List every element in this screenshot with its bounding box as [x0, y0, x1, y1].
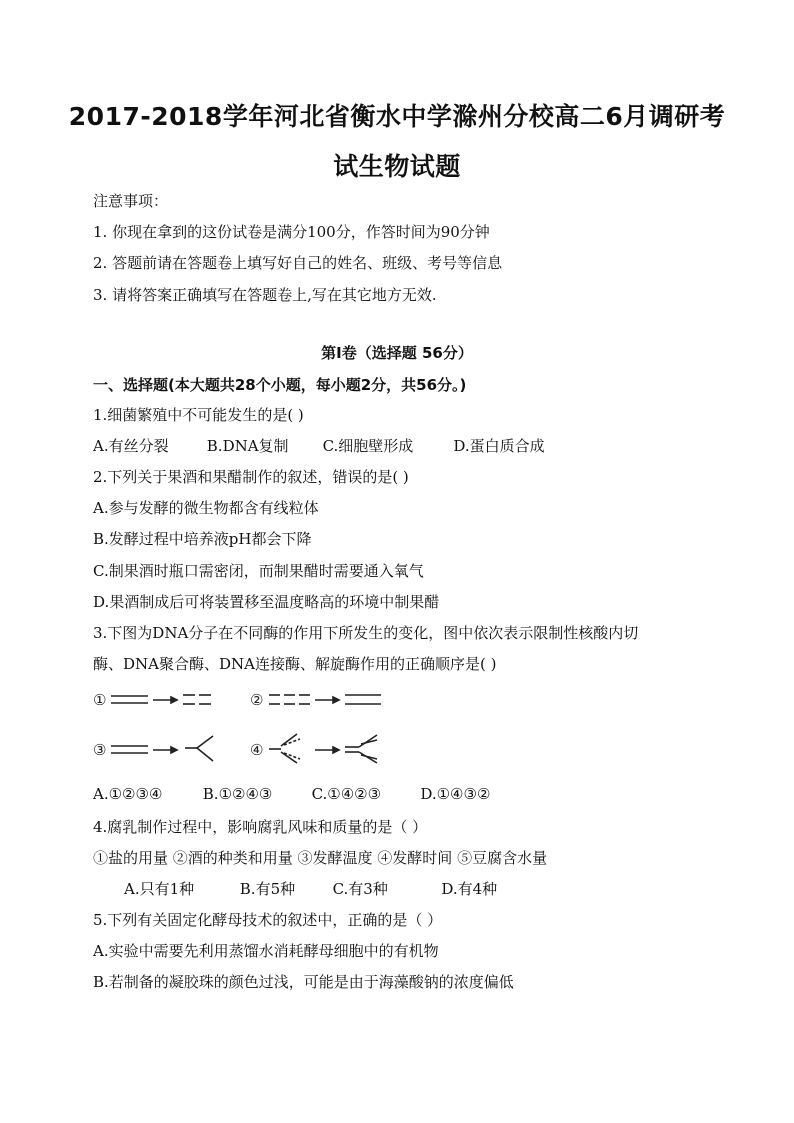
diagram-panel-1 — [93, 691, 211, 709]
diagram-label-4: ④ — [250, 741, 264, 759]
option-b: B.①②④③ — [202, 785, 273, 803]
note-item-2: 2. 答题前请在答题卷上填写好自己的姓名、班级、考号等信息 — [93, 254, 503, 272]
diagram-label-1: ① — [93, 691, 107, 709]
question-3-stem-line1: 3.下图为DNA分子在不同酶的作用下所发生的变化，图中依次表示限制性核酸内切 — [93, 624, 639, 642]
option-d: D.①④③② — [420, 785, 491, 803]
option-c: C.有3种 — [332, 880, 388, 898]
exam-title-line2: 试生物试题 — [333, 152, 461, 181]
question-2-option-b: B.发酵过程中培养液pH都会下降 — [93, 530, 312, 548]
question-3-options — [93, 785, 490, 803]
diagram-panel-4 — [250, 734, 377, 763]
option-d: D.有4种 — [441, 880, 498, 898]
notes-heading: 注意事项： — [93, 192, 169, 210]
question-5-option-a: A.实验中需要先利用蒸馏水消耗酵母细胞中的有机物 — [93, 942, 439, 960]
section-title: 第I卷（选择题 56分） — [321, 344, 473, 362]
question-1-stem: 1.细菌繁殖中不可能发生的是( ) — [93, 406, 304, 424]
question-5-option-b: B.若制备的凝胶珠的颜色过浅，可能是由于海藻酸钠的浓度偏低 — [93, 973, 514, 991]
diagram-label-2: ② — [250, 691, 264, 709]
option-a: A.①②③④ — [93, 785, 163, 803]
question-4-factors: ①盐的用量 ②酒的种类和用量 ③发酵温度 ④发酵时间 ⑤豆腐含水量 — [93, 849, 548, 867]
dna-enzyme-diagram — [93, 683, 393, 773]
dna-strand-split — [197, 736, 213, 748]
option-b: B.DNA复制 — [206, 437, 289, 455]
note-item-3: 3. 请将答案正确填写在答题卷上,写在其它地方无效. — [93, 286, 437, 304]
option-a: A.有丝分裂 — [93, 437, 169, 455]
arrow-head-icon — [171, 697, 177, 703]
dna-strand-split — [197, 748, 213, 761]
exam-title-line1: 2017-2018学年河北省衡水中学滁州分校高二6月调研考 — [68, 102, 726, 131]
question-2-option-d: D.果酒制成后可将装置移至温度略高的环境中制果醋 — [93, 593, 440, 611]
option-c: C.细胞壁形成 — [322, 437, 414, 455]
question-5-stem: 5.下列有关固定化酵母技术的叙述中，正确的是（ ） — [93, 911, 443, 929]
question-2-stem: 2.下列关于果酒和果醋制作的叙述，错误的是( ) — [93, 468, 409, 486]
option-c: C.①④②③ — [311, 785, 382, 803]
part-heading: 一、选择题(本大题共28个小题，每小题2分，共56分。) — [93, 376, 467, 394]
question-4-options — [124, 878, 497, 899]
question-4-stem: 4.腐乳制作过程中，影响腐乳风味和质量的是（ ） — [93, 818, 428, 836]
question-2-option-c: C.制果酒时瓶口需密闭，而制果醋时需要通入氧气 — [93, 562, 424, 580]
arrow-head-icon — [333, 697, 339, 703]
question-1-options — [93, 435, 545, 456]
option-b: B.有5种 — [239, 880, 296, 898]
arrow-head-icon — [171, 747, 177, 753]
option-a: A.只有1种 — [124, 880, 195, 898]
diagram-panel-2 — [250, 691, 381, 709]
diagram-label-3: ③ — [93, 741, 107, 759]
question-2-option-a: A.参与发酵的微生物都含有线粒体 — [93, 499, 319, 517]
note-item-1: 1. 你现在拿到的这份试卷是满分100分，作答时间为90分钟 — [93, 223, 490, 241]
question-3-stem-line2: 酶、DNA聚合酶、DNA连接酶、解旋酶作用的正确顺序是( ) — [93, 655, 497, 673]
arrow-head-icon — [333, 747, 339, 753]
diagram-panel-3 — [93, 736, 213, 761]
option-d: D.蛋白质合成 — [453, 437, 545, 455]
dna-strand-split — [281, 734, 297, 746]
